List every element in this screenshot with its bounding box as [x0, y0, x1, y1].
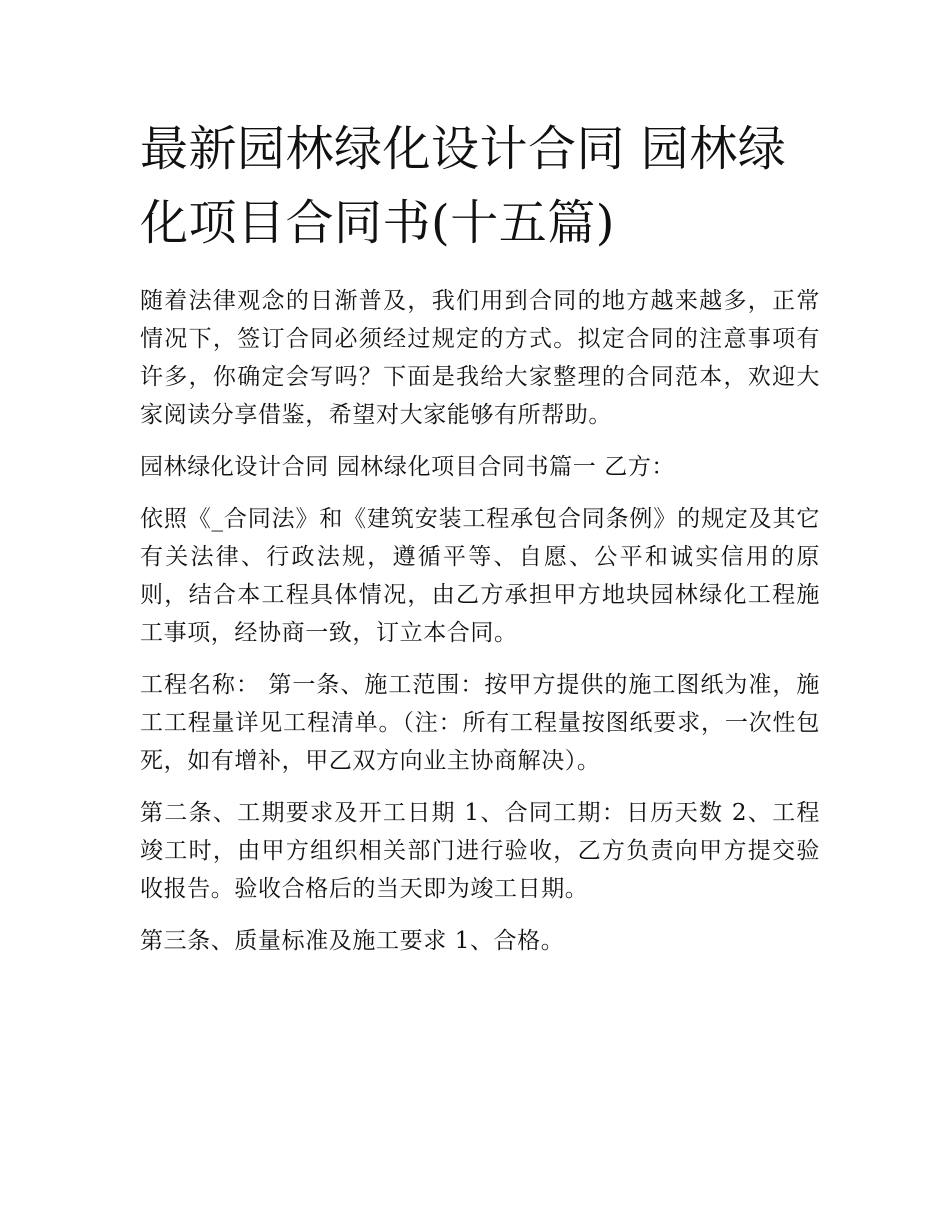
document-body	[140, 112, 820, 960]
schedule-paragraph: 第二条、工期要求及开工日期 1、合同工期：日历天数 2、工程竣工时，由甲方组织相关部门进行验收，乙方负责向甲方提交验收报告。验收合格后的当天即为竣工日期。	[140, 800, 820, 902]
project-scope-paragraph: 工程名称： 第一条、施工范围：按甲方提供的施工图纸为准，施工工程量详见工程清单。（注：所有工程量按图纸要求，一次性包死，如有增补，甲乙双方向业主协商解决）。	[140, 672, 820, 774]
intro-paragraph: 随着法律观念的日渐普及，我们用到合同的地方越来越多，正常情况下，签订合同必须经过规定的方式。拟定合同的注意事项有许多，你确定会写吗？下面是我给大家整理的合同范本，欢迎大家阅读分享借鉴，希望对大家能够有所帮助。	[140, 288, 820, 428]
quality-paragraph: 第三条、质量标准及施工要求 1、合格。	[140, 928, 565, 954]
section-heading-paragraph: 园林绿化设计合同 园林绿化项目合同书篇一 乙方：	[140, 454, 676, 480]
contract-basis-paragraph: 依照《_合同法》和《建筑安装工程承包合同条例》的规定及其它有关法律、行政法规，遵循平等、自愿、公平和诚实信用的原则，结合本工程具体情况，由乙方承担甲方地块园林绿化工程施工事项，经协商一致，订立本合同。	[140, 506, 820, 646]
document-title: 最新园林绿化设计合同 园林绿化项目合同书(十五篇)	[140, 121, 787, 251]
